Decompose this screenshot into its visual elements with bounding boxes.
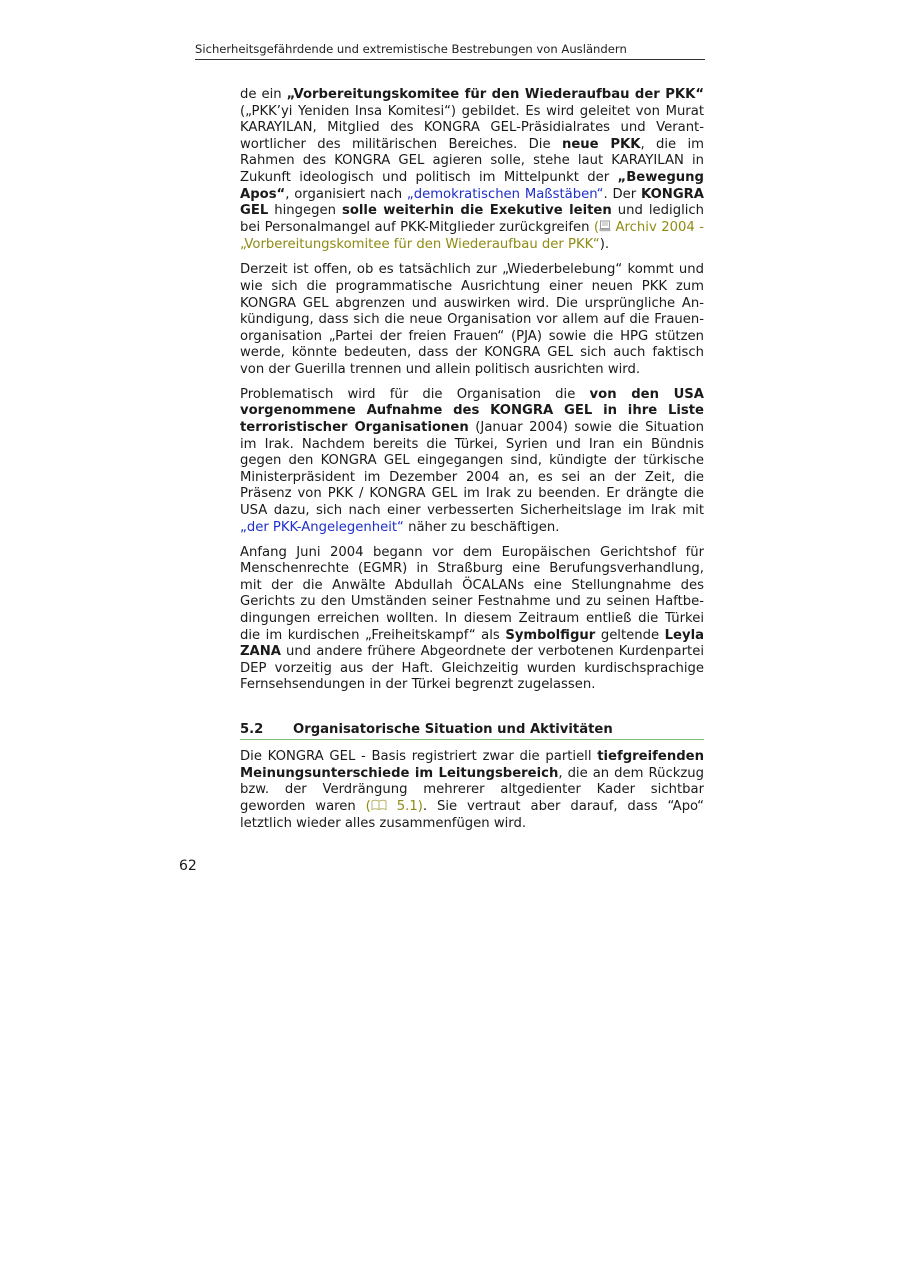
p3-text-3: näher zu beschäftigen.	[403, 519, 560, 535]
archive-ref-open: (	[593, 219, 600, 235]
p3-text-2: (Januar 2004) sowie die Situation im Irak. Nachdem bereits die Türkei, Syrien und Iran ein Bündnis gegen den KONGRA GEL eingegangen sind, kündigte der türkische Ministerpräsident im Dezember 2004 an, es sei an der Zeit, die Präsenz von PKK / KONGRA GEL im Irak zu beenden. Er drängte die USA dazu, sich nach einer verbesserten Sicherheitslage im Irak mit	[240, 420, 704, 519]
p4-text-3: und andere frühere Abgeordnete der verbotenen Kurdenpartei DEP vorzeitig aus der Haft. Gleichzeitig wurden kurdischsprachige Fernsehsendungen in der Türkei begrenzt zugelassen.	[240, 644, 704, 693]
paragraph-5	[240, 749, 704, 833]
chapter-ref-open: (	[365, 798, 371, 814]
page-number: 62	[179, 858, 197, 874]
book-icon	[371, 799, 387, 817]
p1-bold-5: solle weiterhin die Exekutive leiten	[342, 203, 612, 219]
chapter-ref-text: 5.1)	[396, 798, 423, 814]
p3-quote-link[interactable]: „der PKK-Angelegenheit“	[240, 519, 404, 535]
running-header: Sicherheitsgefährdende und extremistische Bestrebungen von Ausländern	[195, 42, 627, 56]
paragraph-2: Derzeit ist offen, ob es tatsächlich zur „Wiederbelebung“ kommt und wie sich die programmatische Ausrichtung einer neuen PKK zum KONGRA GEL abgrenzen und auswirken wird. Die ursprüngliche Ankündigung, dass sich die neue Organisation vor allem auf die Frauenorganisation „Partei der freien Frauen“ (PJA) sowie die HPG stützen werde, könnte bedeuten, dass der KONGRA GEL sich auch faktisch von der Guerilla trennen und allein politisch ausrichten wird.	[240, 262, 704, 377]
p5-text-2: , die an dem Rückzug bzw. der Verdrängung mehrerer altgedienter Kader sichtbar geworden waren	[240, 765, 704, 814]
section-title: Organisatorische Situation und Aktivitäten	[293, 721, 613, 737]
section-number: 5.2	[240, 721, 264, 737]
document-icon	[599, 220, 611, 238]
header-rule	[195, 59, 705, 60]
p4-bold-2: Leyla ZANA	[240, 627, 704, 660]
p1-text-2: („PKK’yi Yeniden Insa Komitesi“) gebildet. Es wird geleitet von Murat KARAYILAN, Mitglied des KONGRA GEL-Präsidialrates und Verantwortlicher des militärischen Bereiches. Die	[240, 103, 704, 152]
p1-text-3: , die im Rahmen des KONGRA GEL agieren solle, stehe laut KARAYILAN in Zukunft ideologisch und politisch im Mittelpunkt der	[240, 136, 704, 185]
paragraph-3	[240, 387, 704, 536]
p5-bold-1: tiefgreifenden Meinungsunterschiede im Leitungsbereich	[240, 748, 704, 781]
p5-text-3: . Sie vertraut aber darauf, dass “Apo“ letztlich wieder alles zusammenfügen wird.	[240, 798, 705, 832]
p1-bold-3: „Bewegung Apos“	[240, 169, 704, 202]
p1-bold-1: „Vorbereitungskomitee für den Wiederaufbau der PKK“	[286, 87, 704, 102]
p1-text-7: und lediglich bei Personalmangel auf PKK-Mitglieder zurückgreifen	[240, 203, 705, 235]
p1-text-5: . Der	[603, 186, 641, 202]
section-heading	[240, 721, 704, 740]
p4-text-2: geltende	[595, 627, 665, 643]
chapter-reference-link[interactable]	[366, 799, 423, 814]
p3-bold-1: von den USA vorgenommene Aufnahme des KONGRA GEL in ihre Liste terroristischer Organisationen	[240, 386, 704, 436]
paragraph-4	[240, 545, 704, 694]
p1-bold-2: neue PKK	[561, 136, 641, 152]
archive-ref-text: Archiv 2004 - „Vorbereitungskomitee für den Wiederaufbau der PKK“	[240, 219, 704, 253]
paragraph-1	[240, 87, 704, 254]
p4-text-1: Anfang Juni 2004 begann vor dem Europäischen Gerichtshof für Menschenrechte (EGMR) in Straßburg eine Berufungsverhandlung, mit der die Anwälte Abdullah ÖCALANs eine Stellungnahme des Gerichts zu den Umständen seiner Festnahme und zu seinen Haftbedingungen erreichen wollten. In diesem Zeitraum entließ die Türkei die im kurdischen „Freiheitskampf“ als	[240, 544, 704, 643]
p3-text-1: Problematisch wird für die Organisation die	[240, 386, 590, 402]
p1-text-8: ).	[599, 237, 610, 253]
p4-bold-1: Symbolfigur	[505, 627, 596, 643]
p1-text-1: de ein	[240, 87, 287, 102]
p1-bold-4: KONGRA GEL	[240, 186, 705, 219]
p1-quote-link[interactable]: „demokratischen Maßstäben“	[406, 186, 604, 202]
p5-text-1: Die KONGRA GEL - Basis registriert zwar die partiell	[240, 748, 598, 764]
p1-text-4: , organisiert nach	[285, 186, 407, 202]
p1-text-6: hingegen	[268, 203, 342, 219]
body-text	[240, 87, 704, 841]
